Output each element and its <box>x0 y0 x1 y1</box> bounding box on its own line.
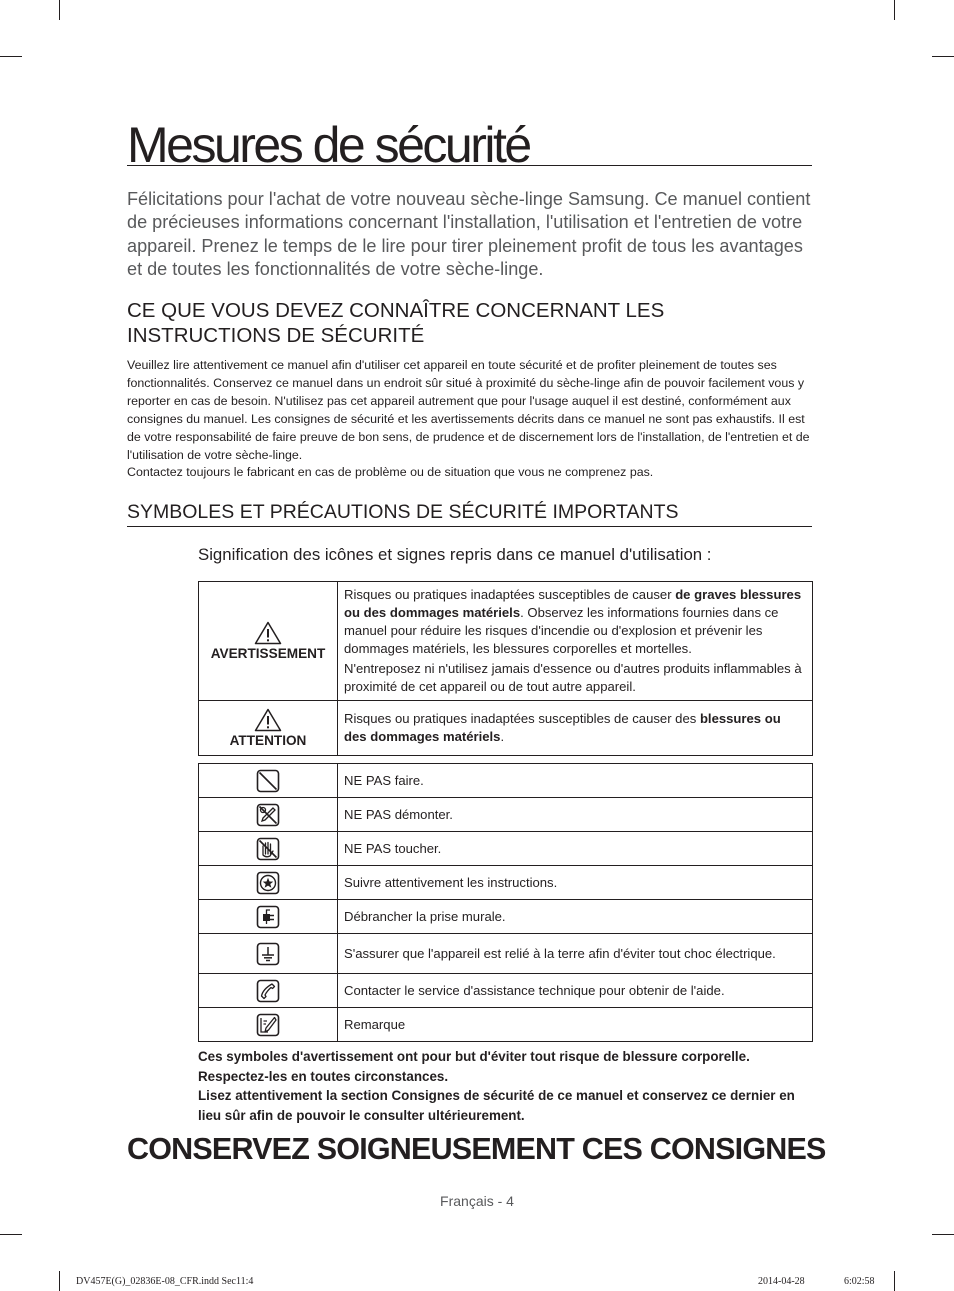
crop-mark <box>0 56 22 57</box>
symbol-text: Remarque <box>338 1008 813 1042</box>
symbol-text: NE PAS démonter. <box>338 798 813 832</box>
crop-mark <box>0 1234 22 1235</box>
symbol-text: Contacter le service d'assistance technique pour obtenir de l'aide. <box>338 974 813 1008</box>
symbol-icon-cell <box>199 934 338 974</box>
symbols-table <box>198 763 813 1042</box>
note-line: Lisez attentivement la section Consignes de sécurité de ce manuel et conservez ce dernier en lieu sûr afin de pouvoir le consulter ultérieurement. <box>198 1088 795 1124</box>
caution-text-part: . <box>500 729 505 744</box>
page-number: Français - 4 <box>440 1193 514 1209</box>
crop-mark <box>932 56 954 57</box>
caution-text-bold: blessures ou des dommages matériels <box>344 711 781 744</box>
symbol-text: NE PAS faire. <box>338 764 813 798</box>
warning-text-part: Risques ou pratiques inadaptées susceptibles de causer <box>344 587 676 602</box>
table-row <box>199 582 813 701</box>
symbol-text: NE PAS toucher. <box>338 832 813 866</box>
warning-text-bold: de graves blessures ou des dommages matériels <box>344 587 802 620</box>
instructions-paragraph: Veuillez lire attentivement ce manuel afin d'utiliser cet appareil en toute sécurité et de profiter pleinement de toutes ses fonctionnalités. Conservez ce manuel dans un endroit sûr situé à proximité du sèche-linge afin de pouvoir facilement vous y reporter en cas de besoin. N'utilisez pas cet appareil autrement que pour l'usage auquel il est destiné, conformément aux consignes du manuel. Les consignes de sécurité et les avertissements décrits dans ce manuel ne sont pas exhaustifs. Il est de votre responsabilité de faire preuve de bon sens, de prudence et de discernement lors de l'installation, de l'entretien et de l'utilisation de votre sèche-linge. <box>127 358 810 462</box>
heading-line: CE QUE VOUS DEVEZ CONNAÎTRE CONCERNANT LES <box>127 299 665 322</box>
warning-text-extra: N'entreposez ni n'utilisez jamais d'essence ou d'autres produits inflammables à proximité de cet appareil ou de tout autre appareil. <box>344 661 802 694</box>
symbol-icon-cell <box>199 1008 338 1042</box>
caution-text-part: Risques ou pratiques inadaptées susceptibles de causer des <box>344 711 700 726</box>
footer-date: 2014-04-28 <box>758 1276 805 1287</box>
symbol-icon-cell <box>199 866 338 900</box>
prohibited-icon <box>256 769 280 793</box>
table-row <box>199 866 813 900</box>
footer-time: 6:02:58 <box>844 1276 875 1287</box>
instructions-body <box>127 357 815 482</box>
symbol-icon-cell <box>199 832 338 866</box>
page-title: Mesures de sécurité <box>127 112 812 166</box>
table-row <box>199 900 813 934</box>
table-row <box>199 1008 813 1042</box>
section-heading-symbols: SYMBOLES ET PRÉCAUTIONS DE SÉCURITÉ IMPORTANTS <box>127 500 812 527</box>
contact-paragraph: Contactez toujours le fabricant en cas de problème ou de situation que vous ne comprenez pas. <box>127 465 654 480</box>
warning-text <box>344 586 806 658</box>
note-icon <box>256 1013 280 1037</box>
caution-text <box>344 710 806 746</box>
crop-mark <box>59 1271 60 1291</box>
crop-mark <box>894 1271 895 1291</box>
unplug-icon <box>256 905 280 929</box>
note-line: Respectez-les en toutes circonstances. <box>198 1068 449 1084</box>
warning-text-part: . Observez les informations fournies dans ce manuel pour réduire les risques d'incendie ou d'explosion et prévenir les dommages matériels, les blessures corporelles et mortelles. <box>344 605 779 656</box>
symbol-icon-cell <box>199 798 338 832</box>
warning-description <box>338 582 813 701</box>
no-touch-icon <box>256 837 280 861</box>
follow-instructions-icon <box>256 871 280 895</box>
symbol-text: S'assurer que l'appareil est relié à la terre afin d'éviter tout choc électrique. <box>338 934 813 974</box>
caution-description <box>338 701 813 756</box>
warning-triangle-icon <box>254 621 282 645</box>
caution-icon-cell <box>199 701 338 756</box>
table-row <box>199 974 813 1008</box>
symbol-text: Suivre attentivement les instructions. <box>338 866 813 900</box>
footer-file: DV457E(G)_02836E-08_CFR.indd Sec11:4 <box>76 1276 254 1287</box>
intro-paragraph: Félicitations pour l'achat de votre nouveau sèche-linge Samsung. Ce manuel contient de précieuses informations concernant l'installation, l'utilisation et l'entretien de votre appareil. Prenez le temps de le lire pour tirer pleinement profit de tous les avantages et de toutes les fonctionnalités de votre sèche-linge. <box>127 189 811 279</box>
crop-mark <box>894 0 895 20</box>
caution-triangle-icon <box>254 708 282 732</box>
warning-notes <box>198 1047 818 1126</box>
table-row <box>199 798 813 832</box>
table-row <box>199 832 813 866</box>
warning-icon-cell <box>199 582 338 701</box>
phone-icon <box>256 979 280 1003</box>
table-row <box>199 764 813 798</box>
caution-label: ATTENTION <box>229 733 307 748</box>
warning-table <box>198 581 813 756</box>
table-row <box>199 934 813 974</box>
symbol-icon-cell <box>199 974 338 1008</box>
section-heading-instructions <box>127 298 812 348</box>
symbol-icon-cell <box>199 764 338 798</box>
table-row <box>199 701 813 756</box>
ground-icon <box>256 942 280 966</box>
warning-label: AVERTISSEMENT <box>210 646 326 661</box>
symbols-subtitle: Signification des icônes et signes repris dans ce manuel d'utilisation : <box>198 545 712 564</box>
no-disassembly-icon <box>256 803 280 827</box>
conservez-banner: CONSERVEZ SOIGNEUSEMENT CES CONSIGNES <box>127 1132 826 1166</box>
note-line: Ces symboles d'avertissement ont pour but d'éviter tout risque de blessure corporelle. <box>198 1049 750 1064</box>
symbol-text: Débrancher la prise murale. <box>338 900 813 934</box>
crop-mark <box>932 1234 954 1235</box>
heading-line: INSTRUCTIONS DE SÉCURITÉ <box>127 324 425 347</box>
symbol-icon-cell <box>199 900 338 934</box>
crop-mark <box>59 0 60 20</box>
